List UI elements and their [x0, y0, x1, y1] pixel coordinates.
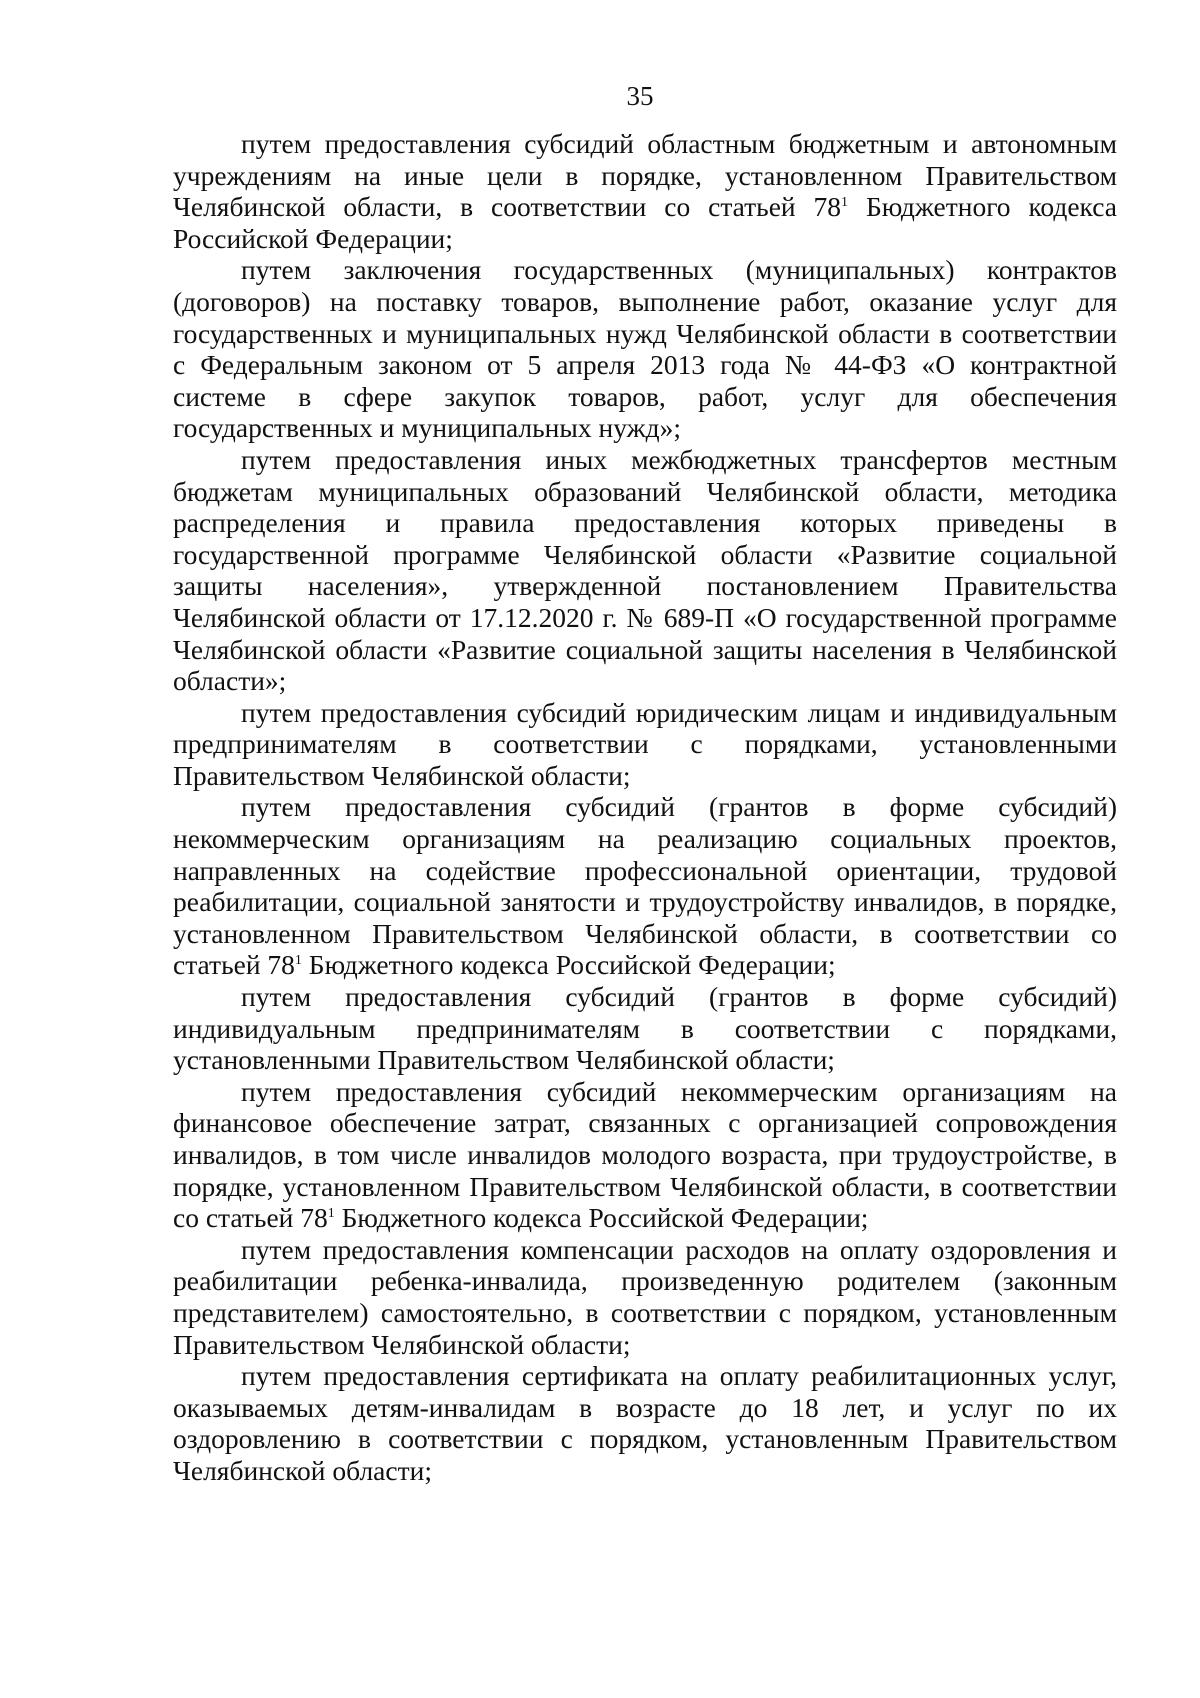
paragraph-text: Бюджетного кодекса Российской Федерации; — [301, 949, 836, 981]
paragraph-text: путем предоставления иных межбюджетных трансфертов местным бюджетам муниципальных образований Челябинской области, методика распределения и правила предоставления которых приведены в государственной программе Челябинской области «Развитие социальной защиты населения», утвержденной постановлением Правительства Челябинской области от 17.12.2020 г. № 689-П «О государственной программе Челябинской области «Развитие социальной защиты населения в Челябинской области»; — [173, 443, 1117, 697]
superscript: 1 — [327, 1206, 335, 1222]
paragraph-compensation-rehabilitation — [173, 1234, 1117, 1360]
paragraph-grants-entrepreneurs — [173, 981, 1117, 1076]
paragraph-text: Бюджетного кодекса Российской Федерации; — [334, 1202, 869, 1234]
paragraph-subsidies-legal-entities — [173, 697, 1117, 792]
paragraph-text: Бюджетного кодекса Российской Федерации; — [173, 191, 1117, 254]
paragraph-subsidies-budget-institutions — [173, 128, 1117, 254]
paragraph-text: путем предоставления субсидий юридическим лицам и индивидуальным предпринимателям в соответствии с порядками, установленными Правительством Челябинской области; — [173, 696, 1117, 791]
paragraph-rehabilitation-certificate — [173, 1360, 1117, 1486]
superscript: 1 — [294, 953, 302, 969]
paragraph-state-contracts — [173, 254, 1117, 444]
paragraph-text: путем предоставления субсидий (грантов в форме субсидий) некоммерческим организациям на реализацию социальных проектов, направленных на содействие профессиональной ориентации, трудовой реабилитации, социальной занятости и трудоустройству инвалидов, в порядке, установленном Правительством Челябинской области, в соответствии со статьей 78 — [173, 791, 1117, 981]
document-body — [173, 128, 1117, 1487]
paragraph-text: путем предоставления компенсации расходов на оплату оздоровления и реабилитации ребенка-инвалида, произведенную родителем (законным представителем) самостоятельно, в соответствии с порядком, установленным Правительством Челябинской области; — [173, 1233, 1117, 1360]
paragraph-grants-nonprofits — [173, 791, 1117, 981]
superscript: 1 — [841, 195, 849, 211]
paragraph-subsidies-support-disabled — [173, 1076, 1117, 1234]
paragraph-text: путем предоставления субсидий (грантов в форме субсидий) индивидуальным предпринимателям в соответствии с порядками, установленными Правительством Челябинской области; — [173, 981, 1117, 1076]
paragraph-text: путем предоставления сертификата на оплату реабилитационных услуг, оказываемых детям-инвалидам в возрасте до 18 лет, и услуг по их оздоровлению в соответствии с порядком, установленным Правительством Челябинской области; — [173, 1360, 1117, 1486]
paragraph-interbudget-transfers — [173, 444, 1117, 697]
paragraph-text: путем заключения государственных (муниципальных) контрактов (договоров) на поставку товаров, выполнение работ, оказание услуг для государственных и муниципальных нужд Челябинской области в соответствии с Федеральным законом от 5 апреля 2013 года № 44-ФЗ «О контрактной системе в сфере закупок товаров, работ, услуг для обеспечения государственных и муниципальных нужд»; — [173, 254, 1117, 444]
paragraph-text: путем предоставления субсидий областным бюджетным и автономным учреждениям на иные цели в порядке, установленном Правительством Челябинской области, в соответствии со статьей 78 — [173, 128, 1117, 223]
paragraph-text: путем предоставления субсидий некоммерческим организациям на финансовое обеспечение затрат, связанных с организацией сопровождения инвалидов, в том числе инвалидов молодого возраста, при трудоустройстве, в порядке, установленном Правительством Челябинской области, в соответствии со статьей 78 — [173, 1075, 1117, 1234]
page-number: 35 — [626, 81, 654, 111]
